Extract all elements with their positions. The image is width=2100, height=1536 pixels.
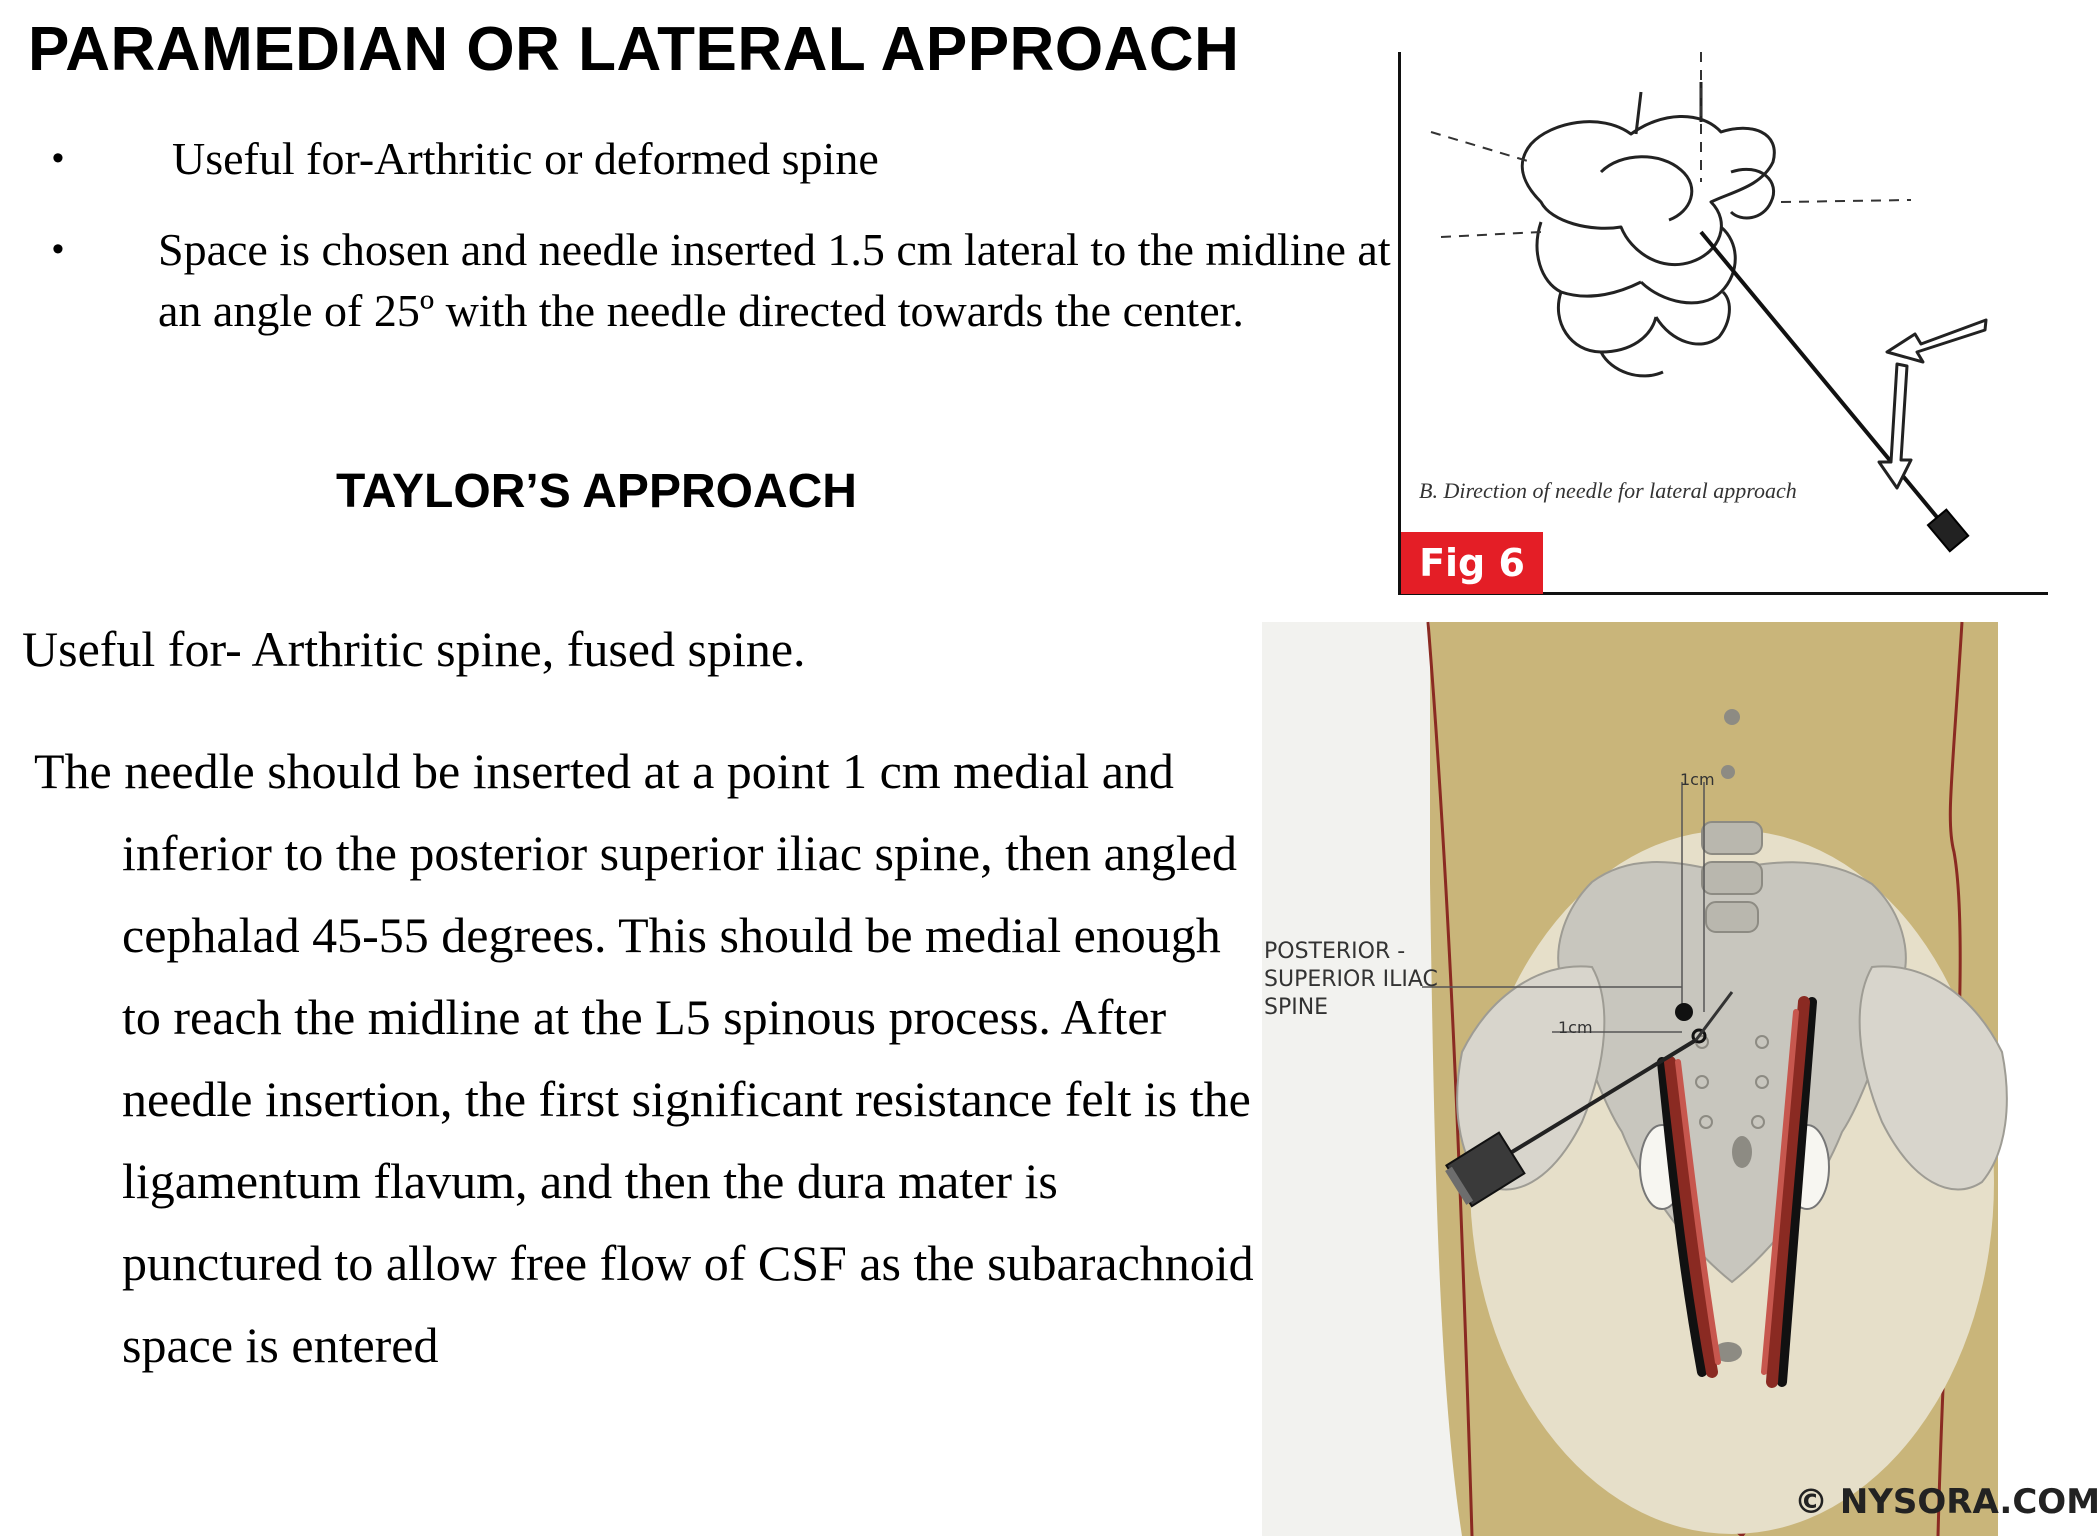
pelvis-back-illustration bbox=[1262, 622, 1998, 1536]
taylor-useful-for: Useful for- Arthritic spine, fused spine. bbox=[22, 621, 806, 677]
bullet-list bbox=[52, 128, 1392, 341]
nysora-taylor-illustration bbox=[1262, 622, 2100, 1536]
taylor-description: The needle should be inserted at a point 1 cm medial and inferior to the posterior superior iliac spine, then angled cephalad 45-55 degrees. This should be medial enough to reach the midline at the L5 spinous process. After needle insertion, the first significant resistance felt is the ligamentum flavum, and then the dura mater is punctured to allow free flow of CSF as the subarachnoid space is entered bbox=[34, 743, 1254, 1373]
figure-6-caption: B. Direction of needle for lateral approach bbox=[1419, 478, 1797, 503]
bullet-item bbox=[52, 219, 1392, 341]
bullet-text: Space is chosen and needle inserted 1.5 cm lateral to the midline at an angle of 25º with the needle directed towards the center. bbox=[158, 224, 1391, 336]
figure-6-lateral-approach bbox=[1398, 52, 2048, 595]
bullet-item bbox=[52, 128, 1392, 189]
slide-title: PARAMEDIAN OR LATERAL APPROACH bbox=[28, 15, 1240, 84]
one-cm-label-top: 1cm bbox=[1680, 770, 1715, 789]
nysora-copyright: © NYSORA.COM bbox=[1794, 1482, 2100, 1522]
bullet-marker: • bbox=[52, 230, 64, 268]
taylor-heading: TAYLOR’S APPROACH bbox=[336, 465, 857, 518]
bullet-text: Useful for-Arthritic or deformed spine bbox=[172, 133, 879, 184]
figure-6-badge: Fig 6 bbox=[1401, 532, 1543, 594]
bullet-marker: • bbox=[52, 139, 64, 177]
spine-needle-illustration bbox=[1401, 52, 2051, 595]
one-cm-label-mid: 1cm bbox=[1558, 1018, 1593, 1037]
psis-label: POSTERIOR - SUPERIOR ILIAC SPINE bbox=[1264, 939, 1438, 1020]
